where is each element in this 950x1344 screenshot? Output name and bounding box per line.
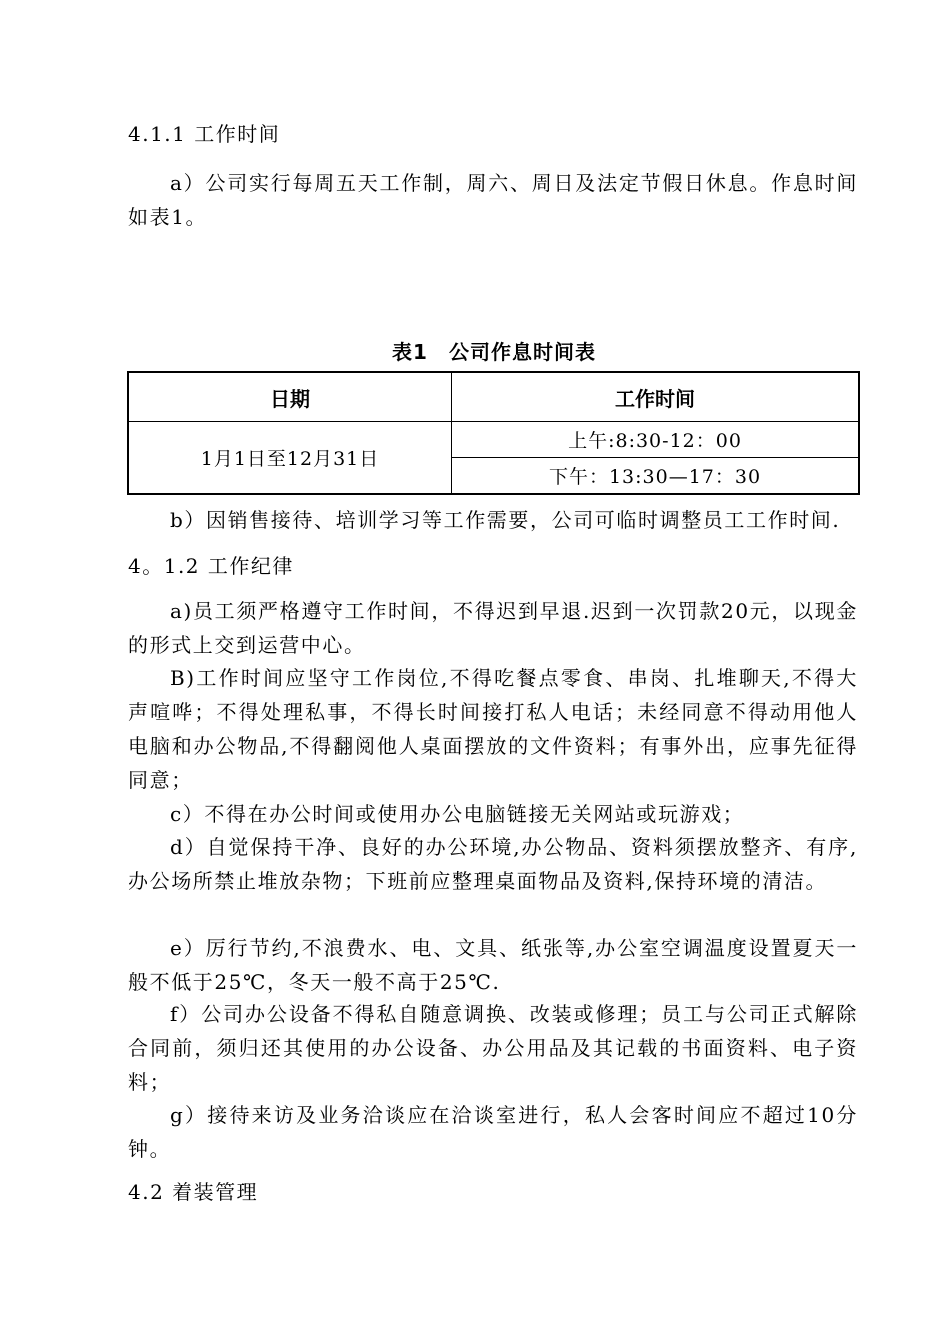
paragraph-rule-d: d）自觉保持干净、良好的办公环境,办公物品、资料须摆放整齐、有序,办公场所禁止堆放杂物；下班前应整理桌面物品及资料,保持环境的清洁。 xyxy=(128,835,858,893)
paragraph-work-week: a）公司实行每周五天工作制，周六、周日及法定节假日休息。作息时间如表1。 xyxy=(128,171,858,229)
paragraph-rule-e: e）厉行节约,不浪费水、电、文具、纸张等,办公室空调温度设置夏天一般不低于25℃，冬天一般不高于25℃. xyxy=(128,936,858,994)
paragraph-rule-f: f）公司办公设备不得私自随意调换、改装或修理；员工与公司正式解除合同前，须归还其使用的办公设备、办公用品及其记载的书面资料、电子资料； xyxy=(128,1002,858,1094)
section-heading-4-1-1: 4.1.1 工作时间 xyxy=(128,122,281,146)
schedule-table xyxy=(127,371,860,495)
paragraph-rule-b: B)工作时间应坚守工作岗位,不得吃餐点零食、串岗、扎堆聊天,不得大声喧哗；不得处理私事，不得长时间接打私人电话；未经同意不得动用他人电脑和办公物品,不得翻阅他人桌面摆放的文件资料；有事外出，应事先征得同意； xyxy=(128,666,858,792)
header-date: 日期 xyxy=(128,372,452,422)
paragraph-rule-c: c）不得在办公时间或使用办公电脑链接无关网站或玩游戏； xyxy=(170,802,745,826)
cell-afternoon-hours: 下午：13:30—17：30 xyxy=(452,458,860,495)
section-heading-4-1-2: 4。1.2 工作纪律 xyxy=(128,554,294,578)
table-caption: 表1 公司作息时间表 xyxy=(392,340,596,364)
cell-date-range: 1月1日至12月31日 xyxy=(128,422,452,495)
table-header-row xyxy=(128,372,859,422)
header-work-time: 工作时间 xyxy=(452,372,860,422)
paragraph-schedule-adjust: b）因销售接待、培训学习等工作需要，公司可临时调整员工工作时间. xyxy=(170,508,841,532)
section-heading-4-2: 4.2 着装管理 xyxy=(128,1180,259,1204)
paragraph-rule-a: a)员工须严格遵守工作时间，不得迟到早退.迟到一次罚款20元，以现金的形式上交到运营中心。 xyxy=(128,599,858,657)
table-row xyxy=(128,422,859,458)
paragraph-rule-g: g）接待来访及业务洽谈应在洽谈室进行，私人会客时间应不超过10分钟。 xyxy=(128,1103,858,1161)
cell-morning-hours: 上午:8:30-12：00 xyxy=(452,422,860,458)
